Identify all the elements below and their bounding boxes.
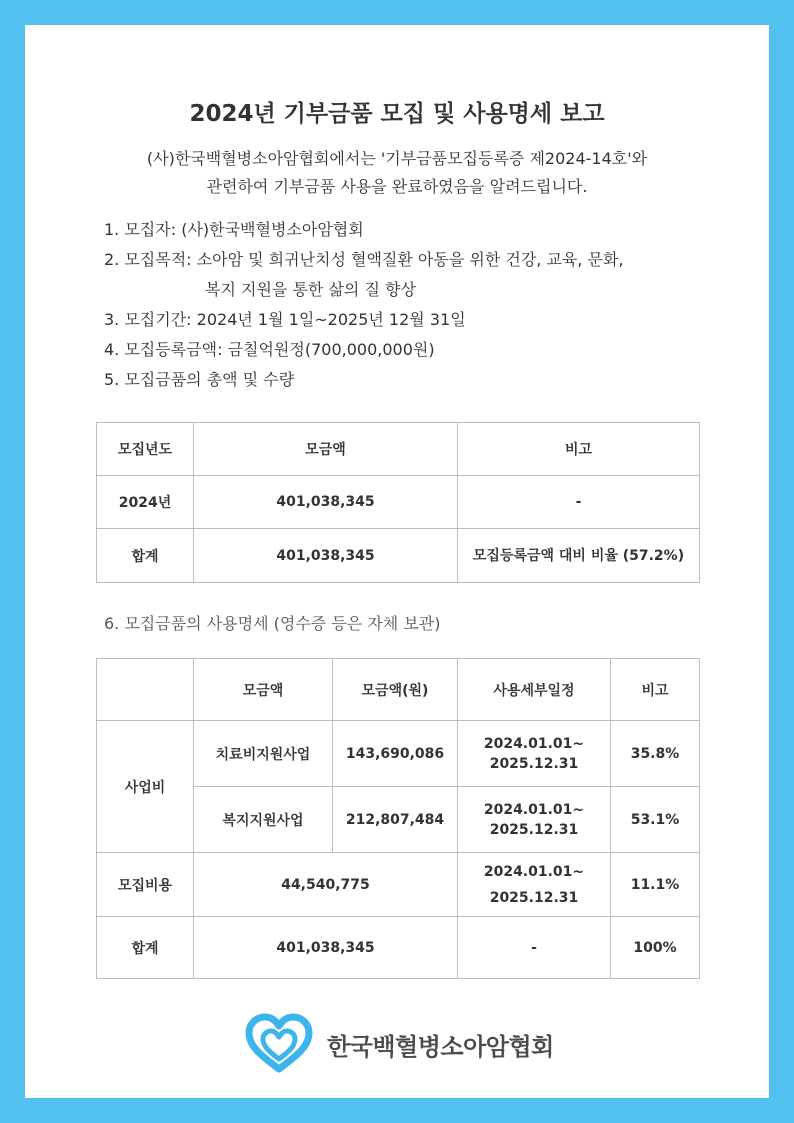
header-cell <box>97 659 194 721</box>
list-item-1: 1. 모집자: (사)한국백혈병소아암협회 <box>104 220 364 239</box>
table-cell: 401,038,345 <box>194 529 458 583</box>
header-cell: 모금액 <box>194 423 458 476</box>
list-item-2-line2: 복지 지원을 통한 삶의 질 향상 <box>205 280 416 299</box>
table-row <box>97 853 700 917</box>
table-cell: - <box>458 476 700 529</box>
table-cell: 치료비지원사업 <box>194 721 333 787</box>
table-cell: 35.8% <box>611 721 700 787</box>
table-header-row <box>97 659 700 721</box>
table-cell: 2024년 <box>97 476 194 529</box>
header-cell: 모금액 <box>194 659 333 721</box>
fundraising-total-table <box>96 422 700 583</box>
table-row <box>97 529 700 583</box>
table-cell: 11.1% <box>611 853 700 917</box>
table-cell: 100% <box>611 917 700 979</box>
table-cell: - <box>458 917 611 979</box>
table-cell: 401,038,345 <box>194 917 458 979</box>
table-cell: 2024.01.01~ 2025.12.31 <box>458 853 611 917</box>
intro-paragraph <box>25 145 769 201</box>
list-item-3: 3. 모집기간: 2024년 1월 1일~2025년 12월 31일 <box>104 310 466 329</box>
header-cell: 모금액(원) <box>333 659 458 721</box>
table-row <box>97 917 700 979</box>
usage-detail-table <box>96 658 700 979</box>
table-cell: 합계 <box>97 529 194 583</box>
page-title: 2024년 기부금품 모집 및 사용명세 보고 <box>189 101 605 127</box>
list-item-2-line1: 2. 모집목적: 소아암 및 희귀난치성 혈액질환 아동을 위한 건강, 교육, 문화, <box>104 250 624 269</box>
table-header-row <box>97 423 700 476</box>
table-cell: 모집등록금액 대비 비율 (57.2%) <box>458 529 700 583</box>
table-cell: 44,540,775 <box>194 853 458 917</box>
table-cell: 143,690,086 <box>333 721 458 787</box>
table-row <box>97 476 700 529</box>
organization-logo <box>243 1011 563 1075</box>
header-cell: 모집년도 <box>97 423 194 476</box>
table-cell: 2024.01.01~ 2025.12.31 <box>458 721 611 787</box>
group-cell-business-cost: 사업비 <box>97 721 194 853</box>
table-cell: 2024.01.01~ 2025.12.31 <box>458 787 611 853</box>
logo-text: 한국백혈병소아암협회 <box>327 1033 554 1061</box>
list-item-5: 5. 모집금품의 총액 및 수량 <box>104 370 295 389</box>
table-cell: 모집비용 <box>97 853 194 917</box>
report-page <box>25 25 769 1098</box>
item-list <box>104 215 744 395</box>
list-item-4: 4. 모집등록금액: 금칠억원정(700,000,000원) <box>104 340 435 359</box>
intro-line-1: (사)한국백혈병소아암협회에서는 '기부금품모집등록증 제2024-14호'와 <box>146 149 648 168</box>
table-cell: 401,038,345 <box>194 476 458 529</box>
table-cell: 53.1% <box>611 787 700 853</box>
header-cell: 사용세부일정 <box>458 659 611 721</box>
table-cell: 합계 <box>97 917 194 979</box>
table-cell: 복지지원사업 <box>194 787 333 853</box>
section-6-heading: 6. 모집금품의 사용명세 (영수증 등은 자체 보관) <box>104 614 441 633</box>
table-row <box>97 721 700 787</box>
heart-logo-icon <box>243 1011 315 1075</box>
header-cell: 비고 <box>458 423 700 476</box>
header-cell: 비고 <box>611 659 700 721</box>
intro-line-2: 관련하여 기부금품 사용을 완료하였음을 알려드립니다. <box>206 177 588 196</box>
table-cell: 212,807,484 <box>333 787 458 853</box>
list-item-2 <box>104 245 744 305</box>
